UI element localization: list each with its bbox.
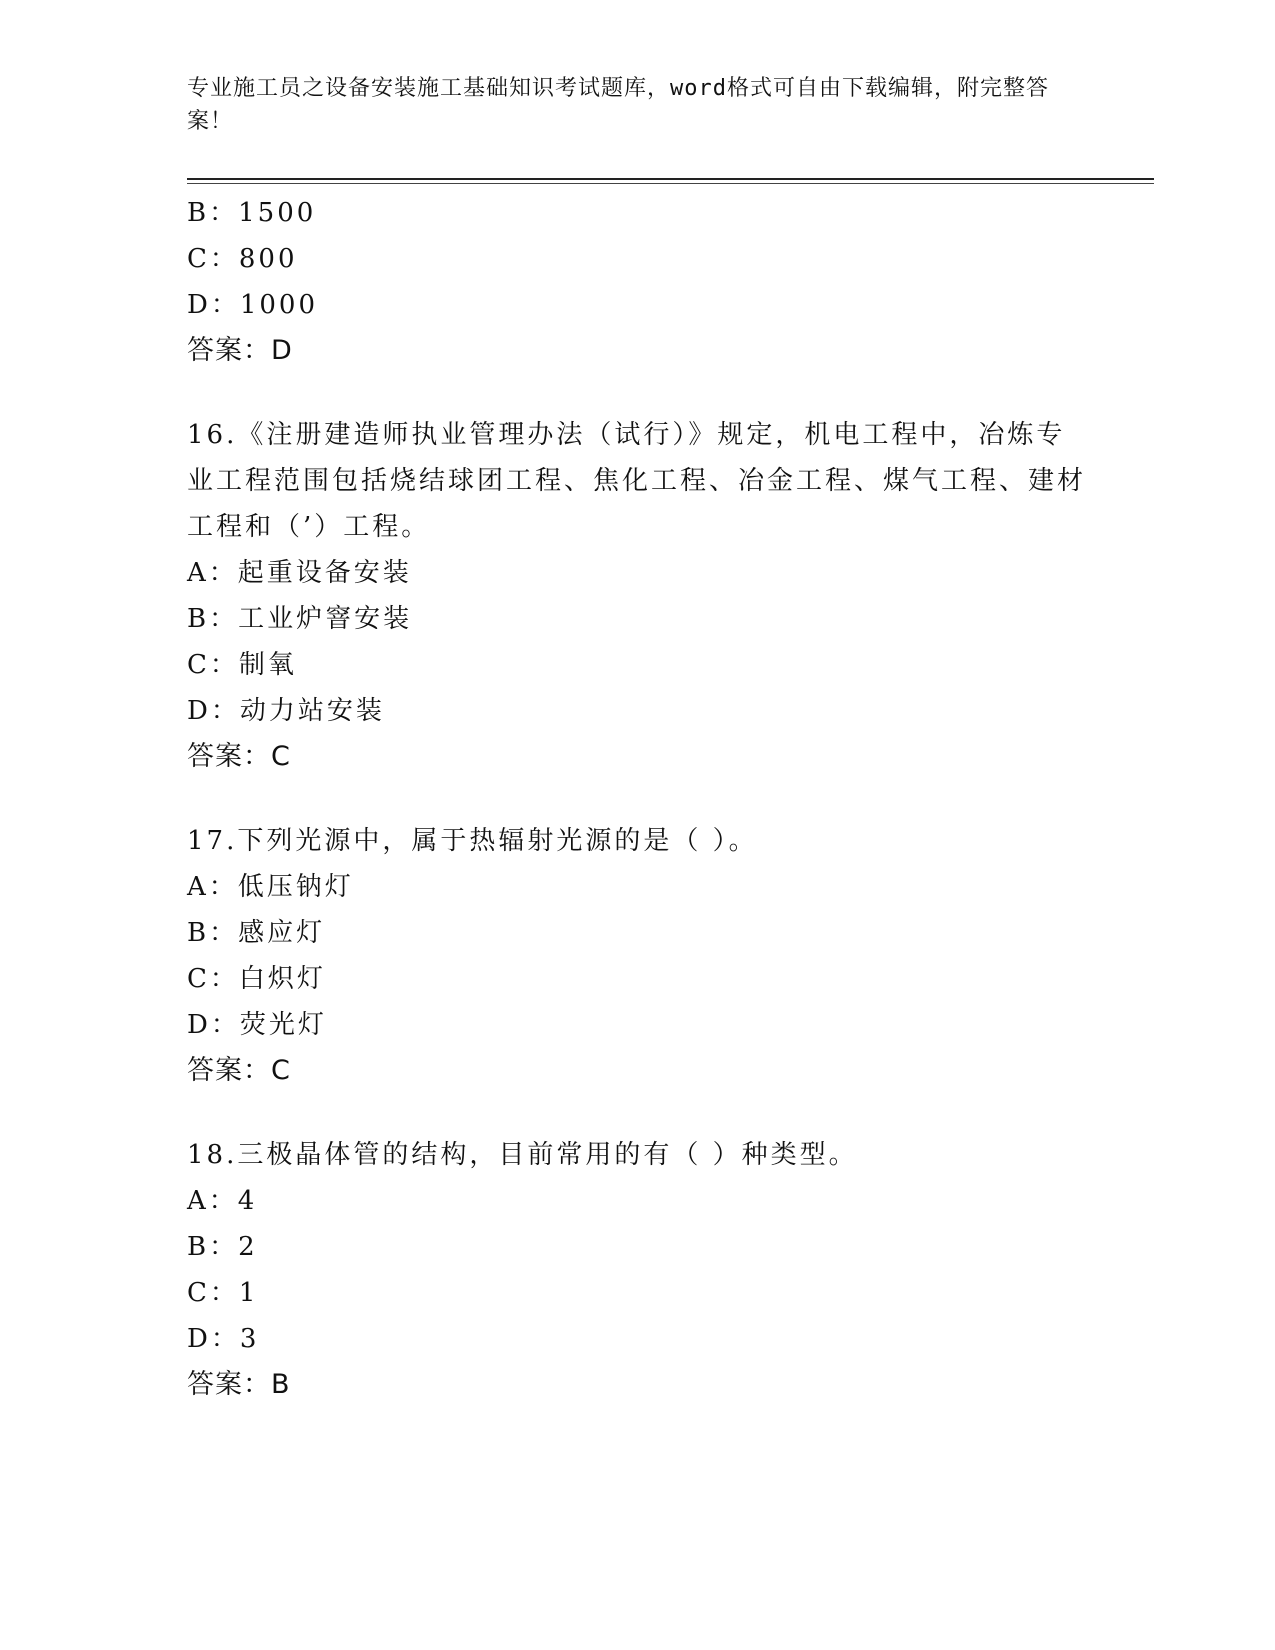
option-b: B：1500: [187, 198, 317, 228]
option-c: C：制氧: [187, 650, 297, 680]
option-b: B：感应灯: [187, 918, 326, 948]
option-a: A：起重设备安装: [187, 558, 412, 588]
option-a: A：4: [187, 1186, 258, 1216]
answer: 答案：C: [187, 1055, 291, 1086]
header-divider-thin: [187, 183, 1154, 184]
question-block-18: [187, 1132, 1087, 1408]
option-d: D：动力站安装: [187, 696, 385, 726]
answer: 答案：C: [187, 741, 291, 772]
document-body: [187, 190, 1087, 1408]
option-c: C：1: [187, 1278, 259, 1308]
option-b: B：工业炉窨安装: [187, 604, 413, 634]
answer: 答案：B: [187, 1369, 291, 1400]
question-block-15: [187, 190, 1087, 374]
option-d: D：3: [187, 1324, 260, 1354]
question-block-17: [187, 818, 1087, 1094]
question-text: 18.三极晶体管的结构，目前常用的有（ ）种类型。: [187, 1140, 858, 1170]
header-divider: [187, 178, 1154, 180]
page-header: 专业施工员之设备安装施工基础知识考试题库，word格式可自由下载编辑，附完整答案！: [187, 76, 1049, 134]
option-d: D：1000: [187, 290, 319, 320]
option-a: A：低压钠灯: [187, 872, 354, 902]
option-d: D：荧光灯: [187, 1010, 327, 1040]
option-c: C：白炽灯: [187, 964, 326, 994]
option-c: C：800: [187, 244, 298, 274]
question-text: 16.《注册建造师执业管理办法（试行）》规定，机电工程中，冶炼专业工程范围包括烧结球团工程、焦化工程、冶金工程、煤气工程、建材工程和（’）工程。: [187, 420, 1087, 542]
question-block-16: [187, 412, 1087, 780]
answer: 答案：D: [187, 335, 293, 366]
question-text: 17.下列光源中，属于热辐射光源的是（ ）。: [187, 826, 758, 856]
option-b: B：2: [187, 1232, 258, 1262]
